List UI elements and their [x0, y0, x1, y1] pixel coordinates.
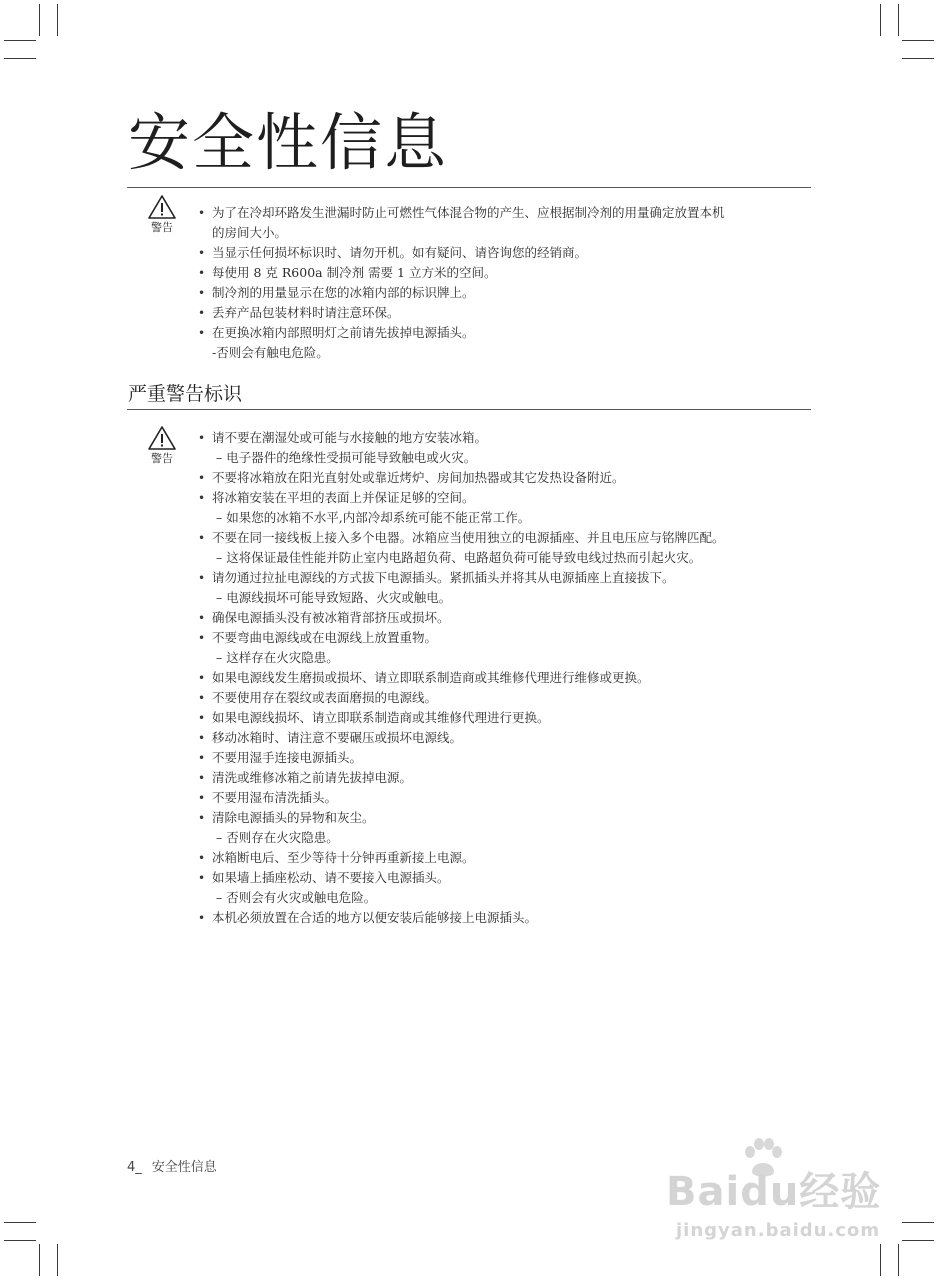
- warning-label: 警告: [151, 452, 173, 465]
- crop-mark: [57, 1244, 58, 1276]
- list-item-note: -否则会有触电危险。: [212, 345, 329, 360]
- crop-mark: [898, 4, 899, 36]
- watermark-logo: Baidu经验: [666, 1169, 882, 1215]
- list-item: • 制冷剂的用量显示在您的冰箱内部的标识牌上。: [196, 283, 816, 303]
- list-item-note: 的房间大小。: [212, 225, 288, 240]
- list-item: • 不要将冰箱放在阳光直射处或靠近烤炉、房间加热器或其它发热设备附近。: [196, 468, 816, 488]
- crop-mark: [39, 4, 40, 36]
- crop-mark: [4, 58, 36, 59]
- title-rule: [127, 187, 811, 188]
- section-rule: [127, 409, 811, 410]
- warning-block: [142, 194, 182, 235]
- list-item: • 冰箱断电后、至少等待十分钟再重新接上电源。: [196, 848, 816, 868]
- section-title: 严重警告标识: [128, 383, 243, 405]
- crop-mark: [898, 1244, 899, 1276]
- list-item: • 清洗或维修冰箱之前请先拔掉电源。: [196, 768, 816, 788]
- list-item: • 为了在冷却环路发生泄漏时防止可燃性气体混合物的产生、应根据制冷剂的用量确定放置本机: [196, 203, 816, 223]
- crop-mark: [4, 1240, 36, 1241]
- crop-mark: [902, 1222, 934, 1223]
- page-footer: [127, 1156, 217, 1175]
- list-item: • 每使用 8 克 R600a 制冷剂 需要 1 立方米的空间。: [196, 263, 816, 283]
- baidu-watermark: [666, 1138, 898, 1246]
- warning-block: [142, 425, 182, 466]
- list-item: • 不要用湿布清洗插头。: [196, 788, 816, 808]
- page-number: 4_: [127, 1160, 142, 1175]
- list-item: • 当显示任何损坏标识时、请勿开机。如有疑问、请咨询您的经销商。: [196, 243, 816, 263]
- list-item: • 本机必须放置在合适的地方以便安装后能够接上电源插头。: [196, 908, 816, 928]
- list-item: • 如果电源线损坏、请立即联系制造商或其维修代理进行更换。: [196, 708, 816, 728]
- list-item: • 请勿通过拉扯电源线的方式拔下电源插头。紧抓插头并将其从电源插座上直接拔下。: [196, 568, 816, 588]
- list-item-note: – 电子器件的绝缘性受损可能导致触电或火灾。: [216, 450, 477, 465]
- warning-triangle-icon: [147, 425, 177, 451]
- crop-mark: [902, 58, 934, 59]
- list-item-note: – 这样存在火灾隐患。: [216, 650, 339, 665]
- list-item-note: – 否则存在火灾隐患。: [216, 830, 339, 845]
- footer-label: 安全性信息: [151, 1160, 217, 1175]
- list-item: • 在更换冰箱内部照明灯之前请先拔掉电源插头。: [196, 323, 816, 343]
- severe-warnings-list: [196, 428, 816, 928]
- crop-mark: [902, 40, 934, 41]
- list-item-note: – 这将保证最佳性能并防止室内电路超负荷、电路超负荷可能导致电线过热而引起火灾。: [216, 550, 702, 565]
- list-item: • 请不要在潮湿处或可能与水接触的地方安装冰箱。: [196, 428, 816, 448]
- list-item-note: – 如果您的冰箱不水平,内部冷却系统可能不能正常工作。: [216, 510, 531, 525]
- crop-mark: [880, 4, 881, 36]
- list-item: • 确保电源插头没有被冰箱背部挤压或损坏。: [196, 608, 816, 628]
- warning-triangle-icon: [147, 194, 177, 220]
- list-item: • 清除电源插头的异物和灰尘。: [196, 808, 816, 828]
- crop-mark: [39, 1244, 40, 1276]
- list-item: • 移动冰箱时、请注意不要碾压或损坏电源线。: [196, 728, 816, 748]
- list-item: • 不要使用存在裂纹或表面磨损的电源线。: [196, 688, 816, 708]
- list-item: • 如果墙上插座松动、请不要接入电源插头。: [196, 868, 816, 888]
- list-item: • 将冰箱安装在平坦的表面上并保证足够的空间。: [196, 488, 816, 508]
- list-item-note: – 电源线损坏可能导致短路、火灾或触电。: [216, 590, 452, 605]
- crop-mark: [4, 1222, 36, 1223]
- list-item: • 如果电源线发生磨损或损坏、请立即联系制造商或其维修代理进行维修或更换。: [196, 668, 816, 688]
- watermark-url: jingyan.baidu.com: [676, 1220, 881, 1241]
- list-item: • 丢弃产品包装材料时请注意环保。: [196, 303, 816, 323]
- warning-label: 警告: [151, 221, 173, 234]
- list-item: • 不要弯曲电源线或在电源线上放置重物。: [196, 628, 816, 648]
- list-item-note: – 否则会有火灾或触电危险。: [216, 890, 377, 905]
- crop-mark: [880, 1244, 881, 1276]
- page-title: 安全性信息: [128, 106, 449, 179]
- list-item: • 不要用湿手连接电源插头。: [196, 748, 816, 768]
- list-item: • 不要在同一接线板上接入多个电器。冰箱应当使用独立的电源插座、并且电压应与铭牌匹配。: [196, 528, 816, 548]
- crop-mark: [57, 4, 58, 36]
- general-warnings-list: [196, 203, 816, 363]
- crop-mark: [902, 1240, 934, 1241]
- crop-mark: [4, 40, 36, 41]
